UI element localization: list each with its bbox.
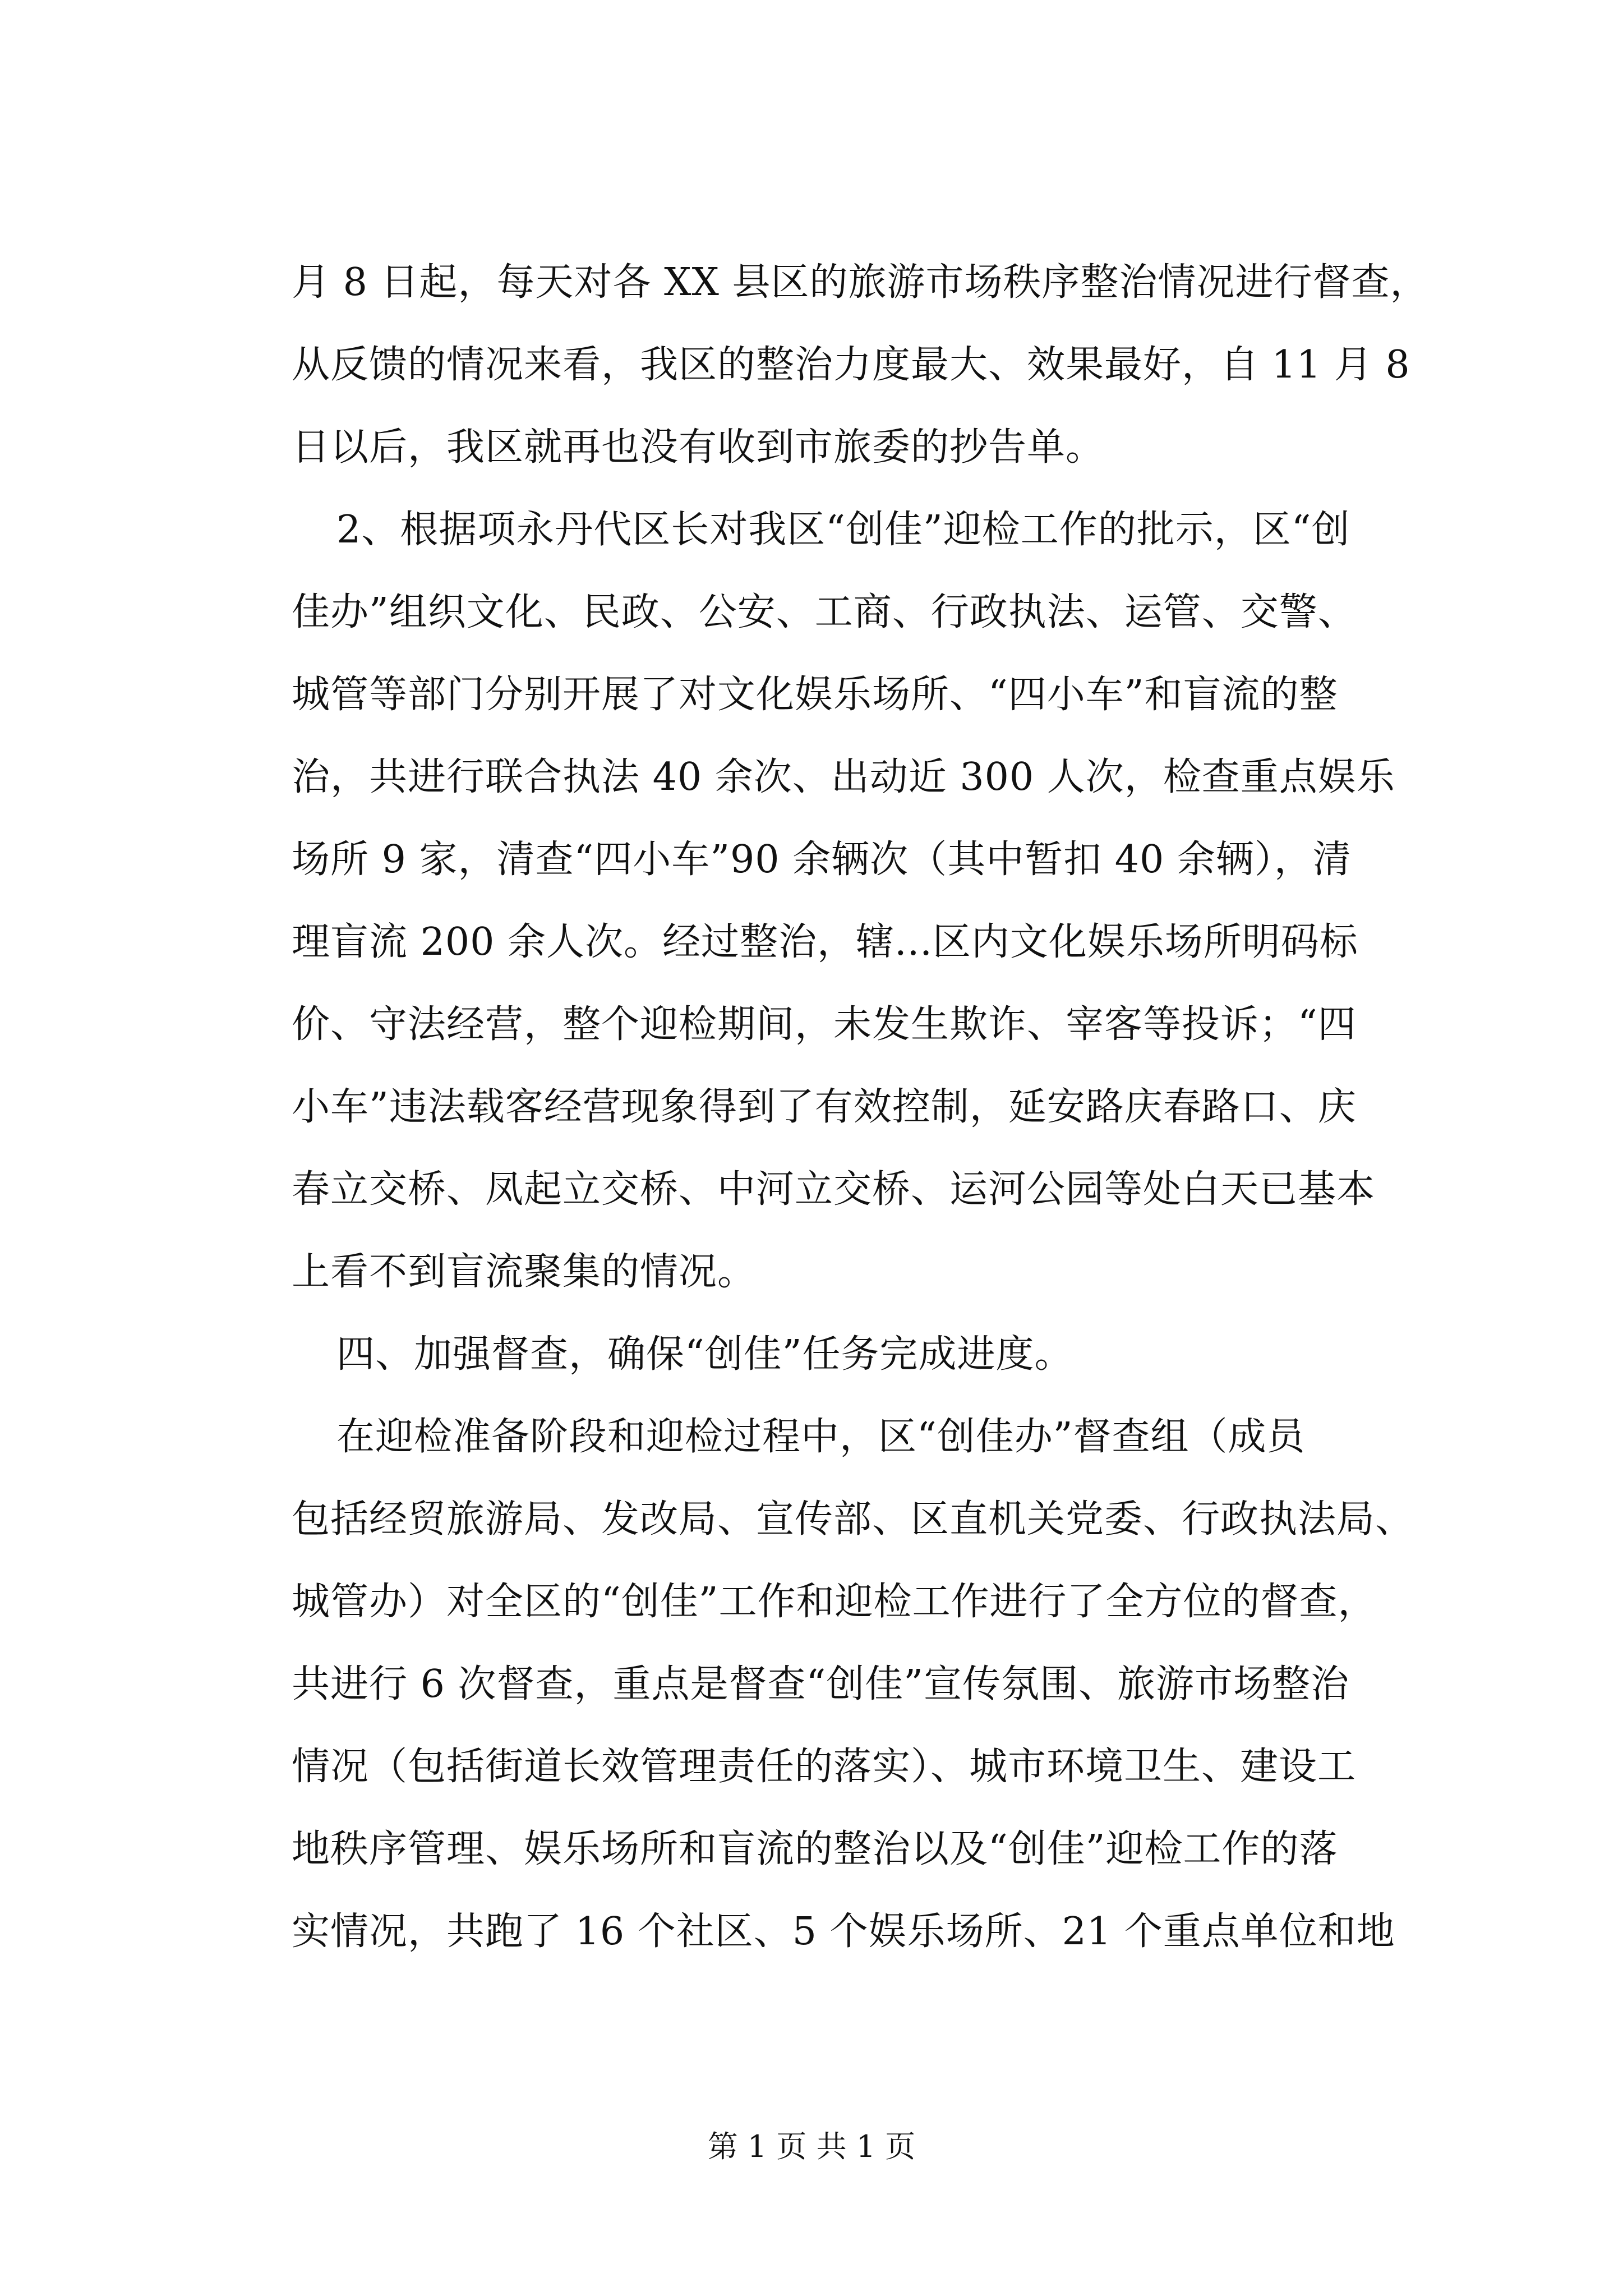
body-text-line: 价、守法经营，整个迎检期间，未发生欺诈、宰客等投诉；“四	[292, 1002, 1357, 1047]
page-footer: 第 1 页 共 1 页	[707, 2129, 916, 2164]
body-text-line: 从反馈的情况来看，我区的整治力度最大、效果最好，自 11 月 8	[292, 343, 1410, 387]
body-text-line: 春立交桥、凤起立交桥、中河立交桥、运河公园等处白天已基本	[292, 1167, 1376, 1212]
body-text-line: 城管等部门分别开展了对文化娱乐场所、“四小车”和盲流的整	[292, 673, 1338, 717]
body-text-line: 小车”违法载客经营现象得到了有效控制，延安路庆春路口、庆	[292, 1085, 1357, 1129]
section-heading: 四、加强督查，确保“创佳”任务完成进度。	[336, 1332, 1073, 1377]
body-text-line: 上看不到盲流聚集的情况。	[292, 1250, 757, 1294]
body-text-line: 理盲流 200 余人次。经过整治，辖...区内文化娱乐场所明码标	[292, 920, 1358, 964]
body-text-line: 佳办”组织文化、民政、公安、工商、行政执法、运管、交警、	[292, 590, 1357, 634]
body-text-line: 共进行 6 次督查，重点是督查“创佳”宣传氛围、旅游市场整治	[292, 1662, 1350, 1706]
body-text-line: 地秩序管理、娱乐场所和盲流的整治以及“创佳”迎检工作的落	[292, 1827, 1338, 1871]
body-text-line: 治，共进行联合执法 40 余次、出动近 300 人次，检查重点娱乐	[292, 755, 1395, 799]
body-text-line: 实情况，共跑了 16 个社区、5 个娱乐场所、21 个重点单位和地	[292, 1910, 1395, 1954]
body-text-line: 在迎检准备阶段和迎检过程中，区“创佳办”督查组（成员	[336, 1415, 1306, 1459]
body-text-line: 日以后，我区就再也没有收到市旅委的抄告单。	[292, 425, 1105, 470]
body-text-line: 场所 9 家，清查“四小车”90 余辆次（其中暂扣 40 余辆），清	[292, 838, 1352, 882]
body-text-line: 包括经贸旅游局、发改局、宣传部、区直机关党委、行政执法局、	[292, 1497, 1414, 1542]
body-text-line: 城管办）对全区的“创佳”工作和迎检工作进行了全方位的督查，	[292, 1580, 1377, 1624]
body-text-line: 情况（包括街道长效管理责任的落实）、城市环境卫生、建设工	[292, 1745, 1357, 1789]
body-text-line: 月 8 日起，每天对各 XX 县区的旅游市场秩序整治情况进行督查，	[292, 260, 1429, 305]
body-text-line: 2、根据项永丹代区长对我区“创佳”迎检工作的批示，区“创	[336, 508, 1350, 552]
